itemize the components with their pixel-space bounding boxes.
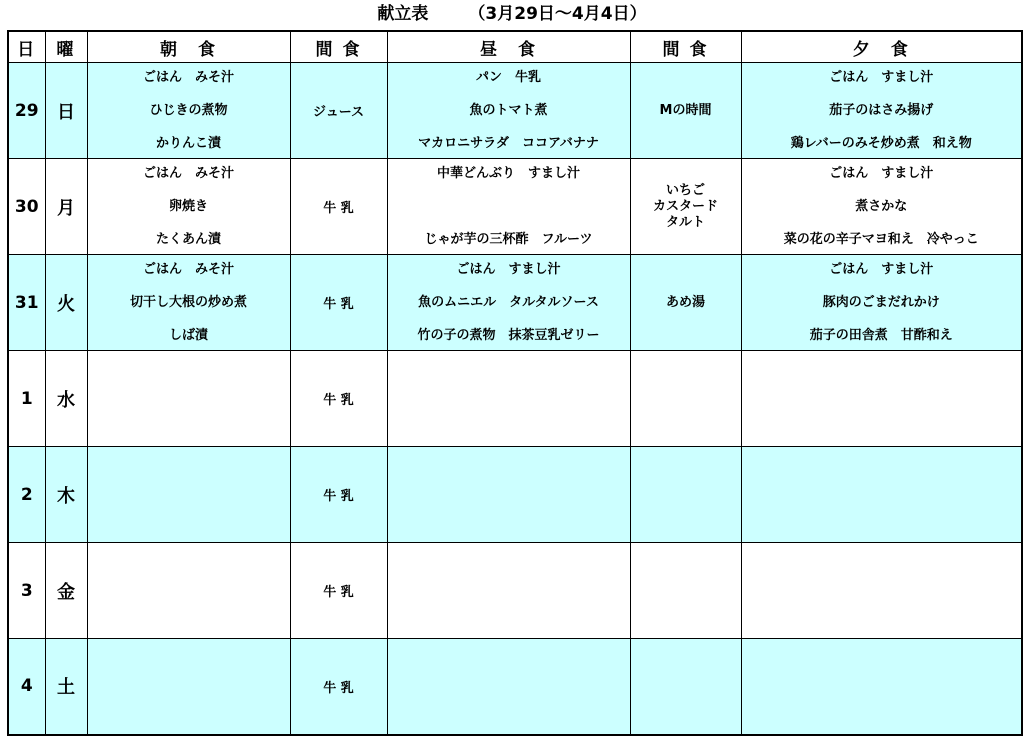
row-date: 1	[8, 351, 45, 447]
dinner-line: ごはん すまし汁	[829, 165, 934, 181]
breakfast-line: かりんこ漬	[155, 135, 221, 151]
snack-am-cell: 牛 乳	[290, 639, 387, 735]
table-row	[8, 63, 1022, 159]
header-breakfast: 朝 食	[87, 31, 290, 63]
header-lunch: 昼 食	[387, 31, 630, 63]
snack-am-cell: 牛 乳	[290, 543, 387, 639]
dinner-line: ごはん すまし汁	[829, 69, 934, 85]
menu-table	[7, 30, 1023, 736]
row-date: 30	[8, 159, 45, 255]
dinner-cell	[741, 159, 1022, 255]
breakfast-line: しば漬	[168, 327, 208, 343]
header-weekday: 曜	[45, 31, 87, 63]
table-row	[8, 639, 1022, 735]
snack-pm-line: カスタード	[652, 198, 718, 214]
dinner-line: 茄子のはさみ揚げ	[829, 102, 934, 118]
snack-pm-line: Mの時間	[659, 102, 712, 118]
header-row	[8, 31, 1022, 63]
snack-am-cell: 牛 乳	[290, 351, 387, 447]
breakfast-cell	[87, 63, 290, 159]
dinner-cell	[741, 447, 1022, 543]
dinner-line: 煮さかな	[855, 198, 908, 214]
breakfast-line: 卵焼き	[168, 198, 208, 214]
lunch-line: 魚のムニエル タルタルソース	[418, 294, 599, 310]
row-weekday: 火	[45, 255, 87, 351]
lunch-cell	[387, 639, 630, 735]
table-row	[8, 351, 1022, 447]
snack-pm-cell	[630, 159, 741, 255]
breakfast-cell	[87, 639, 290, 735]
page-title-bar	[0, 0, 1024, 30]
header-date: 日	[8, 31, 45, 63]
row-weekday: 日	[45, 63, 87, 159]
dinner-line: 茄子の田舎煮 甘酢和え	[809, 327, 953, 343]
snack-am-cell: ジュース	[290, 63, 387, 159]
table-row	[8, 543, 1022, 639]
breakfast-line: 切干し大根の炒め煮	[129, 294, 247, 310]
snack-pm-cell	[630, 63, 741, 159]
breakfast-cell	[87, 543, 290, 639]
snack-am-cell: 牛 乳	[290, 159, 387, 255]
dinner-line: 菜の花の辛子マヨ和え 冷やっこ	[783, 231, 979, 247]
row-date: 29	[8, 63, 45, 159]
breakfast-cell	[87, 447, 290, 543]
row-date: 2	[8, 447, 45, 543]
table-row	[8, 447, 1022, 543]
breakfast-cell	[87, 255, 290, 351]
row-date: 4	[8, 639, 45, 735]
snack-pm-cell	[630, 447, 741, 543]
row-weekday: 木	[45, 447, 87, 543]
lunch-cell	[387, 255, 630, 351]
row-date: 31	[8, 255, 45, 351]
dinner-line: ごはん すまし汁	[829, 261, 934, 277]
row-date: 3	[8, 543, 45, 639]
dinner-cell	[741, 543, 1022, 639]
lunch-line: マカロニサラダ ココアバナナ	[418, 135, 599, 151]
snack-pm-cell	[630, 639, 741, 735]
header-snack-am: 間 食	[290, 31, 387, 63]
breakfast-line: ひじきの煮物	[149, 102, 228, 118]
table-row	[8, 159, 1022, 255]
breakfast-line: ごはん みそ汁	[142, 165, 234, 181]
snack-pm-line: タルト	[665, 214, 705, 230]
lunch-line: じゃが芋の三杯酢 フルーツ	[424, 231, 593, 247]
dinner-cell	[741, 351, 1022, 447]
row-weekday: 金	[45, 543, 87, 639]
header-snack-pm: 間 食	[630, 31, 741, 63]
dinner-line: 豚肉のごまだれかけ	[822, 294, 940, 310]
lunch-cell	[387, 63, 630, 159]
breakfast-line: たくあん漬	[155, 231, 221, 247]
row-weekday: 水	[45, 351, 87, 447]
breakfast-line: ごはん みそ汁	[142, 69, 234, 85]
snack-pm-line: いちご	[665, 182, 705, 198]
lunch-line: 竹の子の煮物 抹茶豆乳ゼリー	[417, 327, 600, 343]
menu-period: （3月29日～4月4日）	[468, 4, 647, 24]
lunch-cell	[387, 159, 630, 255]
lunch-line: 中華どんぶり すまし汁	[436, 165, 580, 181]
row-weekday: 月	[45, 159, 87, 255]
page-title: 献立表	[377, 4, 429, 24]
lunch-cell	[387, 447, 630, 543]
breakfast-cell	[87, 351, 290, 447]
snack-am-cell: 牛 乳	[290, 255, 387, 351]
lunch-cell	[387, 351, 630, 447]
header-dinner: 夕 食	[741, 31, 1022, 63]
lunch-cell	[387, 543, 630, 639]
row-weekday: 土	[45, 639, 87, 735]
dinner-cell	[741, 639, 1022, 735]
lunch-line: 魚のトマト煮	[469, 102, 548, 118]
snack-pm-cell	[630, 351, 741, 447]
table-row	[8, 255, 1022, 351]
snack-pm-line: あめ湯	[665, 294, 705, 310]
dinner-cell	[741, 255, 1022, 351]
breakfast-cell	[87, 159, 290, 255]
dinner-line: 鶏レバーのみそ炒め煮 和え物	[790, 135, 972, 151]
lunch-line: パン 牛乳	[475, 69, 541, 85]
lunch-line: ごはん すまし汁	[456, 261, 561, 277]
snack-am-cell: 牛 乳	[290, 447, 387, 543]
snack-pm-cell	[630, 255, 741, 351]
dinner-cell	[741, 63, 1022, 159]
snack-pm-cell	[630, 543, 741, 639]
breakfast-line: ごはん みそ汁	[142, 261, 234, 277]
